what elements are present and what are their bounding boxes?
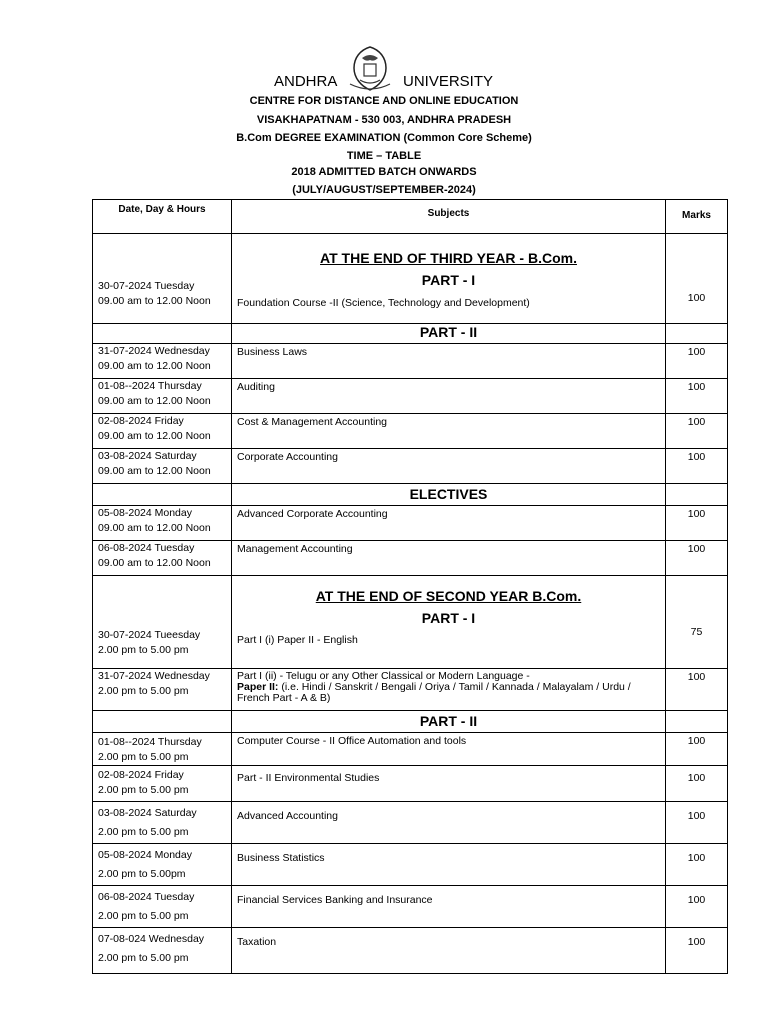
exam-date: 02-08-2024 Friday [98, 769, 184, 781]
exam-date: 05-08-2024 Monday [98, 507, 192, 519]
second-year-heading: AT THE END OF SECOND YEAR B.Com. [315, 588, 582, 604]
table-row [93, 844, 728, 886]
marks: 100 [666, 802, 728, 844]
table-row [93, 928, 728, 974]
exam-date: 31-07-2024 Wednesday [98, 670, 210, 682]
third-part2-heading: PART - II [232, 324, 666, 344]
table-row [93, 541, 728, 576]
exam-date: 06-08-2024 Tuesday [98, 542, 195, 554]
exam-time: 09.00 am to 12.00 Noon [98, 557, 211, 569]
marks: 100 [666, 449, 728, 484]
exam-time: 2.00 pm to 5.00 pm [98, 784, 189, 796]
subject-detail: (i.e. Hindi / Sanskrit / Bengali / Oriya / Tamil / Kannada / Malayalam / Urdu / French Part - A & B) [237, 681, 631, 704]
subject: Cost & Management Accounting [232, 414, 666, 449]
exam-date: 06-08-2024 Tuesday [98, 891, 195, 903]
exam-date: 03-08-2024 Saturday [98, 807, 197, 819]
marks: 75 [666, 576, 728, 669]
exam-date: 05-08-2024 Monday [98, 849, 192, 861]
exam-date: 01-08--2024 Thursday [98, 736, 202, 748]
exam-date: 31-07-2024 Wednesday [98, 345, 210, 357]
col-subjects-header: Subjects [232, 200, 666, 234]
exam-date: 30-07-2024 Tueesday [98, 629, 201, 641]
marks: 100 [666, 234, 728, 324]
table-row [93, 344, 728, 379]
subject: Advanced Corporate Accounting [232, 506, 666, 541]
exam-date: 03-08-2024 Saturday [98, 450, 197, 462]
header-line-5: 2018 ADMITTED BATCH ONWARDS [291, 166, 477, 178]
second-part2-heading: PART - II [232, 711, 666, 733]
marks: 100 [666, 344, 728, 379]
exam-date: 30-07-2024 Tuesday [98, 280, 195, 292]
marks: 100 [666, 414, 728, 449]
second-part1-heading: PART - I [421, 610, 476, 626]
exam-time: 09.00 am to 12.00 Noon [98, 395, 211, 407]
university-name-right: UNIVERSITY [403, 73, 494, 90]
section-row [93, 711, 728, 733]
header-line-1: CENTRE FOR DISTANCE AND ONLINE EDUCATION [249, 95, 519, 107]
table-row [93, 886, 728, 928]
table-row [93, 449, 728, 484]
marks: 100 [666, 506, 728, 541]
exam-time: 2.00 pm to 5.00 pm [98, 685, 189, 697]
exam-time: 2.00 pm to 5.00 pm [98, 910, 189, 922]
subject: Advanced Accounting [232, 802, 666, 844]
table-row [93, 234, 728, 324]
subject: Foundation Course -II (Science, Technology and Development) [237, 297, 530, 309]
exam-time: 2.00 pm to 5.00 pm [98, 751, 189, 763]
exam-time: 2.00 pm to 5.00 pm [98, 644, 189, 656]
section-row [93, 324, 728, 344]
marks: 100 [666, 541, 728, 576]
header-line-3: B.Com DEGREE EXAMINATION (Common Core Scheme) [236, 132, 532, 144]
timetable [92, 199, 728, 974]
exam-time: 09.00 am to 12.00 Noon [98, 295, 211, 307]
subject: Part - II Environmental Studies [232, 766, 666, 802]
table-row [93, 379, 728, 414]
subject: Part I (i) Paper II - English [237, 634, 358, 646]
header-line-6: (JULY/AUGUST/SEPTEMBER-2024) [292, 184, 476, 196]
table-row [93, 802, 728, 844]
exam-time: 09.00 am to 12.00 Noon [98, 522, 211, 534]
subject: Business Laws [232, 344, 666, 379]
marks: 100 [666, 844, 728, 886]
subject: Auditing [232, 379, 666, 414]
subject: Corporate Accounting [232, 449, 666, 484]
marks: 100 [666, 733, 728, 766]
third-part1-heading: PART - I [421, 272, 476, 288]
table-row [93, 766, 728, 802]
university-emblem-icon [340, 44, 400, 94]
third-year-heading: AT THE END OF THIRD YEAR - B.Com. [320, 250, 577, 266]
exam-time: 2.00 pm to 5.00 pm [98, 826, 189, 838]
subject: Computer Course - II Office Automation and tools [232, 733, 666, 766]
table-row [93, 506, 728, 541]
electives-heading: ELECTIVES [232, 484, 666, 506]
section-row [93, 484, 728, 506]
university-name-left: ANDHRA [274, 73, 338, 90]
exam-time: 2.00 pm to 5.00 pm [98, 952, 189, 964]
col-marks-header: Marks [666, 200, 728, 234]
exam-time: 09.00 am to 12.00 Noon [98, 430, 211, 442]
marks: 100 [666, 766, 728, 802]
table-row [93, 669, 728, 711]
exam-time: 2.00 pm to 5.00pm [98, 868, 186, 880]
subject: Business Statistics [232, 844, 666, 886]
header-line-4: TIME – TABLE [346, 150, 422, 162]
exam-date: 01-08--2024 Thursday [98, 380, 202, 392]
marks: 100 [666, 669, 728, 711]
exam-date: 02-08-2024 Friday [98, 415, 184, 427]
header-line-2: VISAKHAPATNAM - 530 003, ANDHRA PRADESH [256, 114, 512, 126]
subject: Part I (ii) - Telugu or any Other Classical or Modern Language - [237, 670, 530, 682]
subject-bold-label: Paper II: [237, 681, 279, 693]
table-header-row [93, 200, 728, 234]
exam-time: 09.00 am to 12.00 Noon [98, 360, 211, 372]
exam-time: 09.00 am to 12.00 Noon [98, 465, 211, 477]
subject: Taxation [232, 928, 666, 974]
col-date-header: Date, Day & Hours [93, 200, 232, 234]
marks: 100 [666, 886, 728, 928]
table-row [93, 733, 728, 766]
subject: Financial Services Banking and Insurance [232, 886, 666, 928]
table-row [93, 576, 728, 669]
marks: 100 [666, 928, 728, 974]
exam-date: 07-08-024 Wednesday [98, 933, 205, 945]
subject: Management Accounting [232, 541, 666, 576]
marks: 100 [666, 379, 728, 414]
table-row [93, 414, 728, 449]
